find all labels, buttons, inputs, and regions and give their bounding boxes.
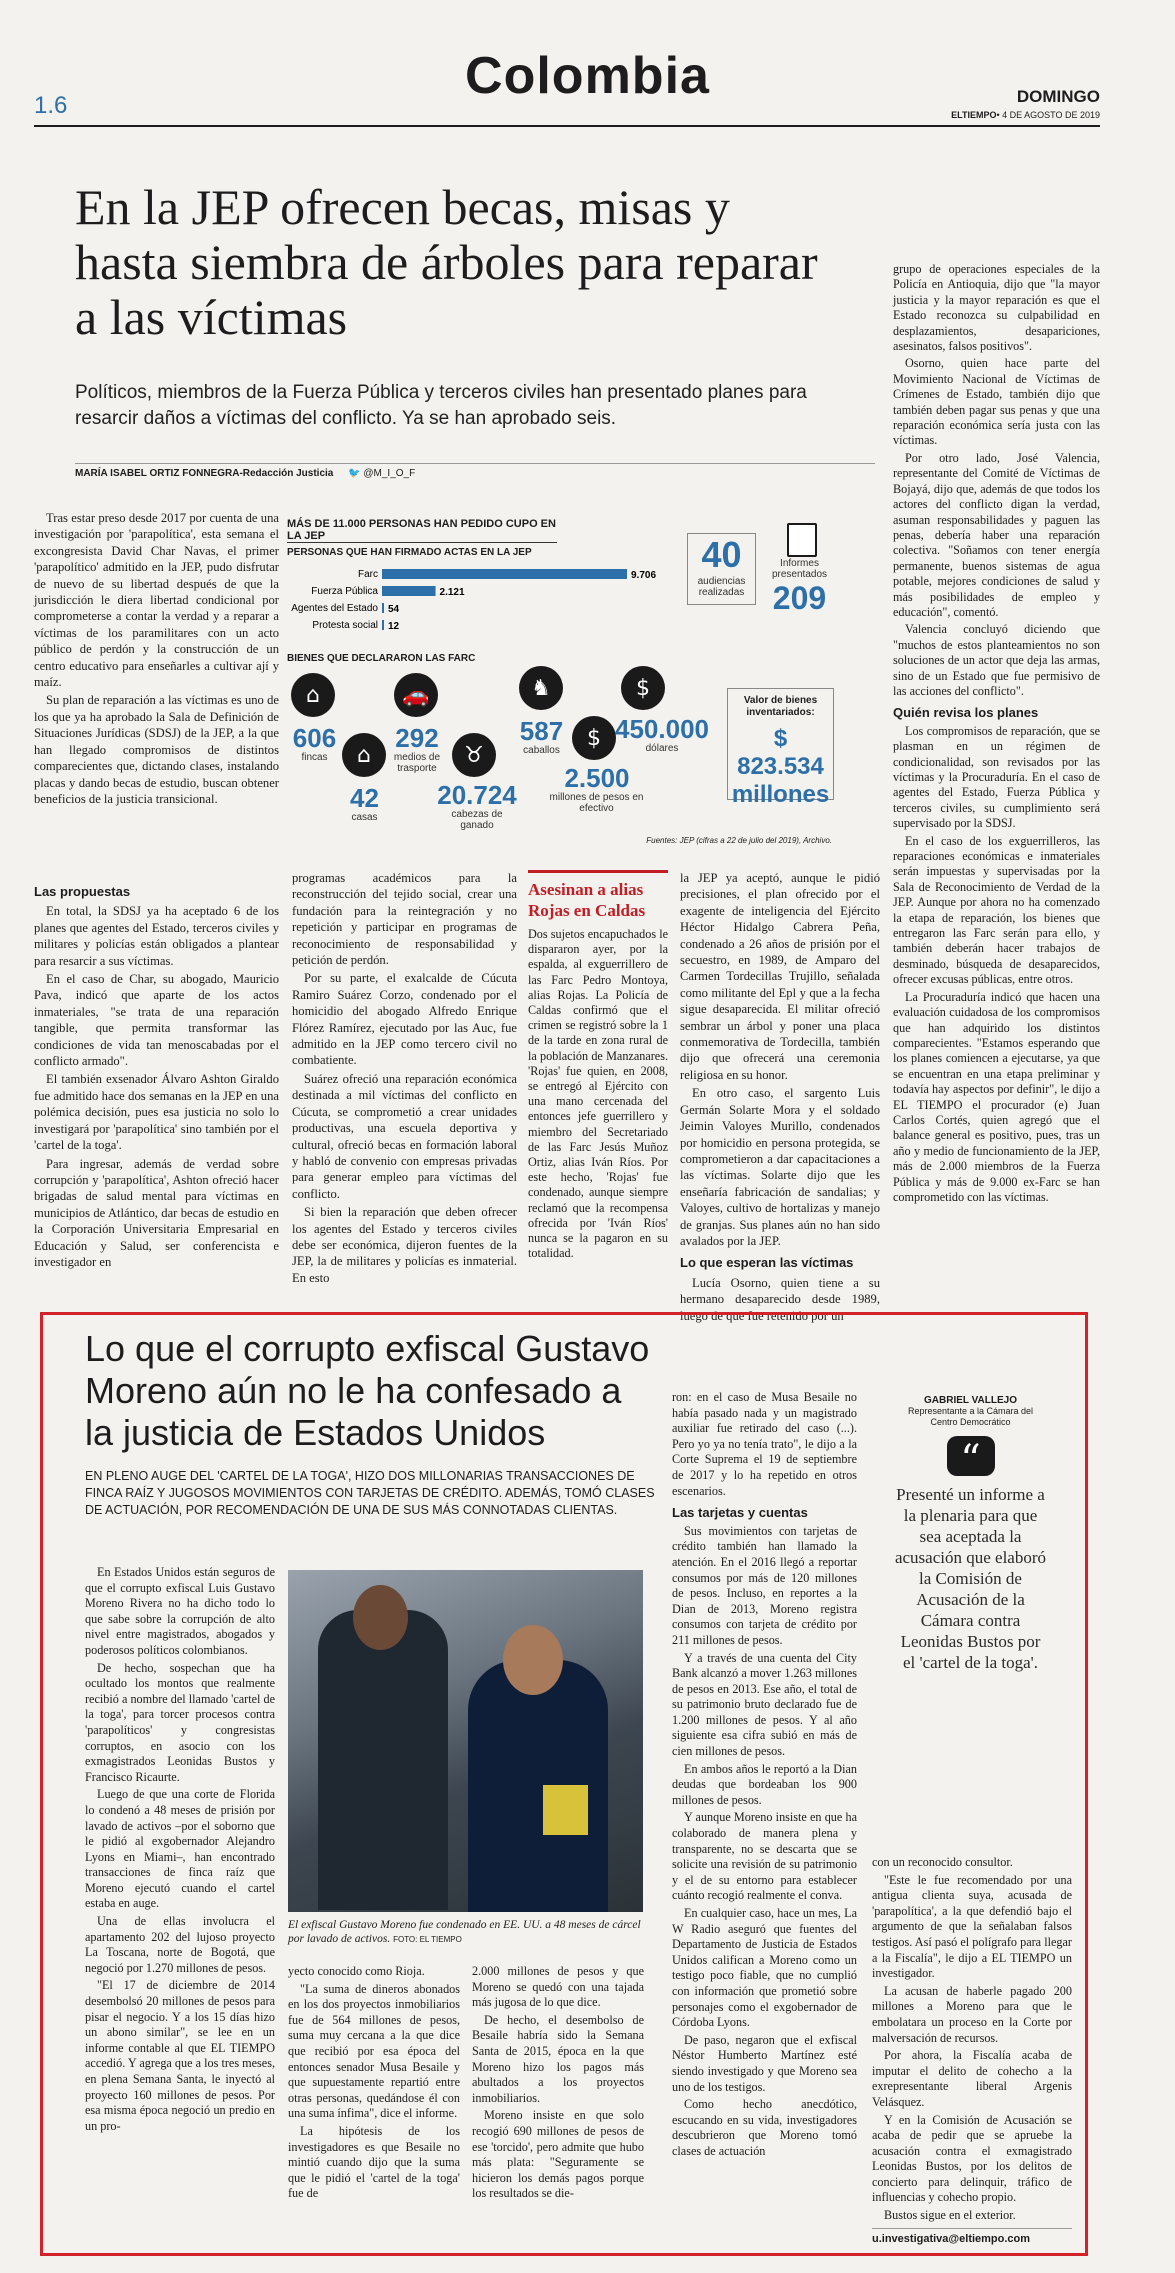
casas-label: casas xyxy=(351,812,378,823)
main-col-5 xyxy=(893,262,1100,1207)
bar xyxy=(382,620,384,630)
bar-category-label: Protesta social xyxy=(312,620,378,631)
subhead: Las tarjetas y cuentas xyxy=(672,1505,808,1521)
paragraph: yecto conocido como Rioja. xyxy=(288,1964,425,1978)
assets-title: BIENES QUE DECLARARON LAS FARC xyxy=(287,653,476,664)
paragraph: En ambos años le reportó a la Dian deudas que bordeaban los 900 millones de pesos. xyxy=(672,1761,857,1807)
caption-credit: FOTO: EL TIEMPO xyxy=(393,1935,462,1944)
bar xyxy=(382,603,384,613)
farm-icon: ⌂ xyxy=(291,673,335,717)
valor-label: Valor de bienes inventariados: xyxy=(743,695,818,718)
paragraph: Si bien la reparación que deben ofrecer los agentes del Estado y terceros civiles debe ser económica, dijeron fuentes de la JEP, la de militares y policías es inmaterial. En esto xyxy=(292,1205,517,1285)
bar-value-label: 54 xyxy=(388,604,400,615)
paragraph: Bustos sigue en el exterior. xyxy=(884,2208,1016,2223)
bar-value-label: 12 xyxy=(388,621,400,632)
paragraph: De paso, negaron que el exfiscal Néstor Humberto Martínez esté siendo investigado y que Moreno sea uno de los testigos. xyxy=(672,2032,857,2094)
byline xyxy=(75,463,875,479)
main-col-4 xyxy=(680,870,880,1326)
second-headline: Lo que el corrupto exfiscal Gustavo Moreno aún no le ha confesado a la justicia de Estados Unidos xyxy=(85,1328,650,1453)
paragraph: En el caso de Char, su abogado, Mauricio Pava, indicó que aparte de los actos inmateriales, "se trata de una reparación tangible, que permita transformar las condiciones de vida tan menoscabadas por el conflicto armado". xyxy=(34,972,279,1069)
paragraph: Tras estar preso desde 2017 por cuenta de una investigación por 'parapolítica', esta semana el excongresista David Char Navas, el primer 'parapolítico' admitido en la JEP, pudo disfrutar de nuevo de su libertad después de que la jurisdicción le diera libertad condicional por comprometerse a contar la verdad y a reparar a víctimas de los paramilitares con un acto público de perdón y la construcción de un centro educativo para enseñarles a cultivar ají y maíz. xyxy=(34,511,279,690)
paragraph: con un reconocido consultor. xyxy=(872,1855,1013,1869)
paragraph: En otro caso, el sargento Luis Germán Solarte Mora y el soldado Jeimin Valoyes Murillo, condenados por homicidio en persona protegida, se comprometieron a dar capacitaciones a las víctimas. Solarte dijo que les enseñaría fabricación de sandalias; y Valoyes, cultivo de hortalizas y manejo de granjas. Sus planes aún no han sido avalados por la JEP. xyxy=(680,1086,880,1248)
paragraph: Luego de que una corte de Florida lo condenó a 48 meses de prisión por lavado de activos –por el soborno que le pidió al exgobernador Alejandro Lyons en Miami–, han encontrado transacciones de finca raíz que Moreno ejecutó cuando el cartel estaba en auge. xyxy=(85,1787,275,1911)
photo-officer-figure xyxy=(318,1610,448,1910)
photo-suspect-head xyxy=(503,1625,563,1695)
header-rule xyxy=(34,125,1100,127)
bar xyxy=(382,569,627,579)
byline-twitter: @M_I_O_F xyxy=(363,468,416,479)
paragraph: "Este le fue recomendado por una antigua clienta suya, acusada de 'parapolítica', a la que defendió bajo el argumento de que la señalaban falsos testigos. Así pasó el polígrafo para llegar a la Fiscalía", le dijo a EL TIEMPO un investigador. xyxy=(872,1872,1072,1981)
sidebar-text: Dos sujetos encapuchados le dispararon ayer, por la espalda, al exguerrillero de las Farc Pedro Montoya, alias Rojas. La Policía de Caldas confirmó que el crimen se registró sobre la 1 de la tarde en zona rural de la población de Manzanares. 'Rojas' fue quien, en 2008, se entregó al Ejército con una mano cercenada del entonces jefe guerrillero y miembro del Secretariado de las Farc Jesús Muñoz Ortiz, alias Iván Ríos. Por este hecho, 'Rojas' fue condenado, aunque siempre reclamó que la recompensa ofrecida por 'Iván Ríos' nunca se la pagaron en su totalidad. xyxy=(528,927,668,1261)
paragraph: Osorno, quien hace parte del Movimiento Nacional de Víctimas de Crímenes de Estado, también dijo que también deben pagar sus penas y que una reparación económica sería justa con las víctimas. xyxy=(893,356,1100,448)
paragraph: De hecho, el desembolso de Besaile habría sido la Semana Santa de 2015, época en la que Moreno hizo los pagos más abultados a los proyectos inmobiliarios. xyxy=(472,2012,644,2105)
bar-value-label: 9.706 xyxy=(631,570,657,581)
house-icon: ⌂ xyxy=(342,733,386,777)
infographic xyxy=(287,518,832,853)
quote-text: Presenté un informe a la plenaria para que sea aceptada la acusación que elaboró la Comisión de Acusación de la Cámara contra Leonidas Bustos por el 'cartel de la toga'. xyxy=(894,1485,1047,1672)
bars-title: PERSONAS QUE HAN FIRMADO ACTAS EN LA JEP xyxy=(287,547,532,558)
paragraph: Y a través de una cuenta del City Bank alcanzó a mover 1.263 millones de pesos en 2013. Ese año, el total de su patrimonio bruto declarado fue de 1.200 millones de pesos. Y al año siguiente esa cifra subió en más de cien millones de pesos. xyxy=(672,1650,857,1759)
second-col-3 xyxy=(472,1964,644,2204)
paragraph: programas académicos para la reconstrucción del tejido social, crear una fundación para la reintegración y no repetición y participar en programas de reconocimiento de responsabilidad y petición de perdón. xyxy=(292,871,517,968)
paragraph: Por su parte, el exalcalde de Cúcuta Ramiro Suárez Corzo, condenado por el homicidio del abogado Alfredo Enrique Flórez Ramírez, ejecutado por las Auc, fue admitido en la JEP como tercero civil no combatiente. xyxy=(292,971,517,1068)
fincas-value: 606 xyxy=(292,723,337,753)
cash-icon: $ xyxy=(572,716,616,760)
quote-name: GABRIEL VALLEJO xyxy=(924,1395,1017,1406)
second-col-2 xyxy=(288,1964,460,2204)
paragraph: "El 17 de diciembre de 2014 desembolsó 20 millones de pesos para pisar el negocio. Y a los 15 días hizo un abono similar", se lee en un informe contable al que EL TIEMPO accedió. Y agrega que a los tres meses, en plena Semana Santa, le inyectó al proyecto 160 millones de pesos. Por esa misma época negoció un predio en un pro- xyxy=(85,1978,275,2133)
document-icon xyxy=(787,523,817,557)
car-icon: 🚗 xyxy=(394,673,438,717)
paragraph: La Procuraduría indicó que hacen una evaluación cuidadosa de los compromisos que han adquirido los distintos comparecientes. "Estamos esperando que los planes comiencen a ejecutarse, ya que se encuentran en una etapa preliminar y todavía hay aspectos por definir", le dijo a EL TIEMPO el procurador (e) Juan Carlos Cortés, quien agregó que el balance general es positivo, pues, tras un año y medio de funcionamiento de la JEP, más de 2.000 miembros de la Fuerza Pública y más de 9.000 ex-Farc se han comprometido con las víctimas. xyxy=(893,989,1100,1204)
photo-yellow-tag xyxy=(543,1785,588,1835)
paragraph: Valencia concluyó diciendo que "muchos de estos planteamientos no son soluciones de un actor que deja las armas, sino de un Estado que fue permisivo de las acciones del conflicto". xyxy=(893,622,1100,698)
second-col-4 xyxy=(672,1390,857,2162)
bar xyxy=(382,586,436,596)
infographic-title: MÁS DE 11.000 PERSONAS HAN PEDIDO CUPO EN LA JEP xyxy=(287,518,556,542)
caption-text: El exfiscal Gustavo Moreno fue condenado en EE. UU. a 48 meses de cárcel por lavado de activos. xyxy=(288,1919,641,1945)
paragraph: En cualquier caso, hace un mes, La W Radio aseguró que fuentes del Departamento de Justicia de Estados Unidos califican a Moreno como un testigo poco fiable, que no cumplió con información que prometió sobre personajes como el exgobernador de Córdoba Lyons. xyxy=(672,1906,857,2030)
paragraph: Y aunque Moreno insiste en que ha colaborado de manera plena y transparente, no se descarta que se solicite una revisión de su patrimonio y el de su entorno para establecer cuánto recogió realmente el conva. xyxy=(672,1810,857,1903)
paragraph: "La suma de dineros abonados en los dos proyectos inmobiliarios fue de 564 millones de pesos, suma muy cercana a la que dice que recibió por esa época del entonces senador Musa Besaile y que supuestamente repartió entre otras personas, quedándose él con una suma ínfima", dice el informe. xyxy=(288,1981,460,2121)
paragraph: la JEP ya aceptó, aunque le pidió precisiones, el plan ofrecido por el exagente de inteligencia del Ejército Héctor Hidalgo Cabrera Peña, condenado a 26 años de prisión por el secuestro, en 1989, de Amparo del Carmen Tordecillas Trujillo, señalada como militante del Epl y que a la fecha sigue desaparecida. El militar ofreció sembrar un árbol y poner una placa conmemorativa de Tordecilla, también dijo que ofrecerá una ceremonia religiosa en su honor. xyxy=(680,871,880,1082)
caballos-label: caballos xyxy=(523,745,560,756)
informes-label: Informes presentados xyxy=(771,558,828,580)
paragraph: Por ahora, la Fiscalía acaba de imputar el delito de cohecho a la exrepresentante liberal Argenis Velásquez. xyxy=(872,2048,1072,2109)
audiencias-label: audiencias realizadas xyxy=(697,576,746,598)
main-col-1b xyxy=(34,878,279,1272)
dollar-icon: $ xyxy=(621,666,665,710)
valor-value: $ 823.534 millones xyxy=(731,725,830,808)
paragraph: La hipótesis de los investigadores es que Besaile no mintió cuando dijo que la suma que le pidió el 'cartel de la toga' fue de xyxy=(288,2123,460,2201)
twitter-icon: 🐦 xyxy=(348,468,361,479)
subhead: Las propuestas xyxy=(34,884,131,899)
paragraph: 2.000 millones de pesos y que Moreno se quedó con una tajada más jugosa de lo que dice. xyxy=(472,1964,644,2010)
header-day: DOMINGO xyxy=(1016,87,1100,106)
photo-officer-head xyxy=(353,1585,408,1650)
dolares-value: 450.000 xyxy=(615,714,709,744)
dolares-label: dólares xyxy=(645,743,679,754)
section-title: Colombia xyxy=(465,47,710,105)
ganado-value: 20.724 xyxy=(437,780,517,810)
paragraph: Sus movimientos con tarjetas de crédito también han llamado la atención. En el 2016 llegó a reportar consumos por más de 120 millones de pesos. Incluso, en reportes a la Dian de 2013, Moreno registra consumos con tarjeta de crédito por 211 millones de pesos. xyxy=(672,1523,857,1647)
bar-value-label: 2.121 xyxy=(439,587,465,598)
email-link[interactable]: u.investigativa@eltiempo.com xyxy=(872,2228,1072,2248)
paper-name: ELTIEMPO xyxy=(951,110,997,120)
main-col-1a xyxy=(34,510,279,809)
paragraph: Su plan de reparación a las víctimas es uno de los que ya ha aprobado la Sala de Definición de Situaciones Jurídicas (SDSJ) de la JEP, a la que han llegado compromisos de distintos comparecientes que, dictando clases, instalando placas y dando becas de estudio, buscan obtener beneficios de la justicia transicional. xyxy=(34,693,279,806)
paragraph: Una de ellas involucra el apartamento 202 del lujoso proyecto La Toscana, norte de Bogotá, que negoció por 1.270 millones de pesos. xyxy=(85,1914,275,1975)
paragraph: Moreno insiste en que solo recogió 690 millones de pesos de ese 'torcido', pero admite que hubo más plata: "Seguramente se hicieron los demás pagos porque los resultados se die- xyxy=(472,2108,644,2201)
paragraph: Para ingresar, además de verdad sobre corrupción y 'parapolítica', Ashton ofreció hacer brigadas de salud mental para víctimas en municipios de Atlántico, dar becas de estudio en la Corporación Universitaria Empresarial en Educación y Salud, ser conferencista e investigador en xyxy=(34,1156,279,1269)
page-number: 1.6 xyxy=(34,92,68,119)
cattle-icon: ♉ xyxy=(452,733,496,777)
paragraph: ron: en el caso de Musa Besaile no había pasado nada y un magistrado auxiliar fue retirado del caso (...). Pero yo ya no tenía trato", le dijo a la Corte Suprema el 19 de septiembre de 2017 y lo ha repetido en otros escenarios. xyxy=(672,1390,857,1498)
quote-box xyxy=(868,1395,1073,1673)
audiencias-box xyxy=(687,533,756,605)
paragraph: Suárez ofreció una reparación económica destinada a mil víctimas del conflicto en Cúcuta, se comprometió a crear unidades productivas, una escuela deportiva y cultural, ofreció becas en formación laboral y habló de convenio con empresas privadas para generar empleo para víctimas del conflicto. xyxy=(292,1071,517,1201)
caballos-value: 587 xyxy=(519,716,564,746)
sidebar-title: Asesinan a alias Rojas en Caldas xyxy=(528,880,646,920)
infographic-source: Fuentes: JEP (cifras a 22 de julio del 2019), Archivo. xyxy=(646,836,832,845)
bar-category-label: Fuerza Pública xyxy=(311,586,378,597)
informes-value: 209 xyxy=(772,580,827,616)
paragraph: Como hecho anecdótico, escucando en su vida, investigadores descubrieron que Moreno tomó clases de actuación xyxy=(672,2097,857,2158)
medios-label: medios de trasporte xyxy=(393,752,441,774)
paragraph: Lucía Osorno, quien tiene a su hermano desaparecido desde 1989, luego de que fue retenido por un xyxy=(680,1275,880,1323)
main-headline: En la JEP ofrecen becas, misas y hasta siembra de árboles para reparar a las víctimas xyxy=(75,179,818,345)
paragraph: En total, la SDSJ ya ha aceptado 6 de los planes que agentes del Estado, terceros civiles y militares y policías están obligados a plantear para resarcir a sus víctimas. xyxy=(34,904,279,968)
audiencias-value: 40 xyxy=(701,534,742,575)
paragraph: grupo de operaciones especiales de la Policía en Antioquia, dijo que "la mayor justicia y la mayor reparación es que el Estado reconozca su culpabilidad en desplazamientos, desapariciones, asesinatos, falsos positivos". xyxy=(893,262,1100,354)
paragraph: En el caso de los exguerrilleros, las reparaciones económicas e inmateriales serán impuestas y supervisadas por la Sala de Reconocimiento de Verdad de la JEP. Aunque por ahora no ha comenzado la etapa de reparación, los bienes que entregaron las Farc serán para ello, y también deberán hacer trabajos de desminado, búsqueda de desaparecidos, ofrecer excusas públicas, entre otros. xyxy=(893,833,1100,987)
efectivo-value: 2.500 xyxy=(564,763,630,793)
main-deck: Políticos, miembros de la Fuerza Pública y terceros civiles han presentado planes para resarcir daños a víctimas del conflicto. Ya se han aprobado seis. xyxy=(75,382,807,429)
second-deck: EN PLENO AUGE DEL 'CARTEL DE LA TOGA', HIZO DOS MILLONARIAS TRANSACCIONES DE FINCA RAÍZ Y JUGOSOS MOVIMIENTOS CON TARJETAS DE CRÉDITO. ADEMÁS, TOMÓ CLASES DE ACTUACIÓN, POR RECOMENDACIÓN DE UNA DE SUS MÁS CONNOTADAS CLIENTAS. xyxy=(85,1469,655,1517)
paragraph: En Estados Unidos están seguros de que el corrupto exfiscal Luis Gustavo Moreno Rivera no ha dicho todo lo que sabe sobre la corrupción de alto nivel entre magistrados, abogados y poderosos políticos colombianos. xyxy=(85,1565,275,1657)
horse-icon: ♞ xyxy=(519,666,563,710)
medios-value: 292 xyxy=(395,723,439,753)
main-col-2 xyxy=(292,870,517,1288)
actas-bar-chart xyxy=(287,563,677,643)
casas-value: 42 xyxy=(350,783,379,813)
subhead: Quién revisa los planes xyxy=(893,705,1039,721)
header-date-line xyxy=(900,110,1100,120)
photo xyxy=(288,1570,643,1912)
second-col-5 xyxy=(872,1855,1072,2247)
paragraph: Y en la Comisión de Acusación se acaba de pedir que se apruebe la acusación contra el exmagistrado Leonidas Bustos, por los delitos de concierto para delinquir, tráfico de influencias y cohecho propio. xyxy=(872,2112,1072,2205)
second-col-1 xyxy=(85,1565,275,2136)
paragraph: Por otro lado, José Valencia, representante del Comité de Víctimas de Bojayá, dijo que, además de que todos los actores del conflicto digan la verdad, asuman responsabilidades y paguen las penas, debería haber una reparación colectiva. "Soñamos con tener energía permanente, buenos sistemas de agua potable, mejores condiciones de salud y más posibilidades de empleo y educación", comentó. xyxy=(893,450,1100,619)
quote-role: Representante a la Cámara del Centro Democrático xyxy=(907,1406,1034,1427)
sidebar-box xyxy=(528,870,668,1261)
quote-marks-icon: “ xyxy=(947,1436,995,1476)
paragraph: La acusan de haberle pagado 200 millones a Moreno para que le embolatara un proceso en la Corte por malversación de recursos. xyxy=(872,1983,1072,2045)
valor-box xyxy=(727,688,834,808)
bar-category-label: Farc xyxy=(358,569,378,580)
paragraph: El también exsenador Álvaro Ashton Giraldo fue admitido hace dos semanas en la JEP en una polémica decisión, pues esa justicia no solo lo investigará por 'parapolítica' sino también por el 'cartel de la toga'. xyxy=(34,1072,279,1153)
photo-caption xyxy=(288,1918,643,1947)
fincas-label: fincas xyxy=(301,752,328,763)
efectivo-label: millones de pesos en efectivo xyxy=(549,792,644,814)
byline-author: MARÍA ISABEL ORTIZ FONNEGRA-Redacción Justicia xyxy=(75,468,334,479)
subhead: Lo que esperan las víctimas xyxy=(680,1255,854,1271)
header-date: • 4 DE AGOSTO DE 2019 xyxy=(996,110,1100,120)
ganado-label: cabezas de ganado xyxy=(451,809,503,831)
bar-category-label: Agentes del Estado xyxy=(291,603,378,614)
paragraph: Los compromisos de reparación, que se plasman en un régimen de condicionalidad, son revisados por las víctimas y la Procuraduría. En el caso de agentes del Estado, Fuerza Pública y terceros civiles, su cumplimiento será supervisado por la SDSJ. xyxy=(893,723,1100,831)
paragraph: De hecho, sospechan que ha ocultado los montos que realmente recibió a nombre del llamado 'cartel de la toga', para torcer procesos contra 'parapolíticos' y congresistas corruptos, en asocio con los exmagistrados Leonidas Bustos y Francisco Ricaurte. xyxy=(85,1660,275,1784)
